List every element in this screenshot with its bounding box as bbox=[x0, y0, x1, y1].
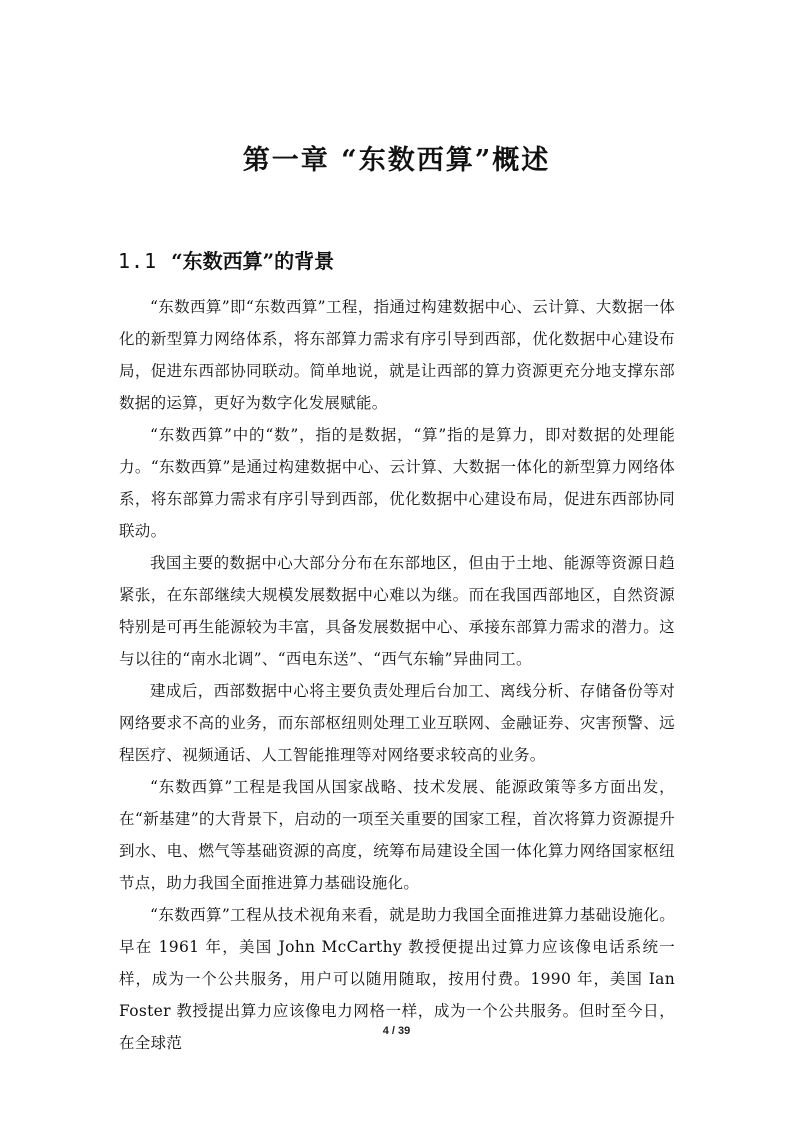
section-title-text: “东数西算”的背景 bbox=[171, 249, 335, 273]
paragraph: 建成后，西部数据中心将主要负责处理后台加工、离线分析、存储备份等对网络要求不高的业务，而东部枢纽则处理工业互联网、金融证券、灾害预警、远程医疗、视频通话、人工智能推理等对网络要求较高的业务。 bbox=[119, 682, 675, 764]
page-number: 4 / 39 bbox=[382, 1025, 411, 1037]
section-heading bbox=[118, 245, 334, 274]
body-text bbox=[119, 291, 675, 1059]
paragraph: “东数西算”工程是我国从国家战略、技术发展、能源政策等多方面出发，在“新基建”的大背景下，启动的一项至关重要的国家工程，首次将算力资源提升到水、电、燃气等基础资源的高度，统筹布局建设全国一体化算力网络国家枢纽节点，助力我国全面推进算力基础设施化。 bbox=[119, 778, 675, 892]
paragraph: “东数西算”中的“数”，指的是数据，“算”指的是算力，即对数据的处理能力。“东数西算”是通过构建数据中心、云计算、大数据一体化的新型算力网络体系，将东部算力需求有序引导到西部，优化数据中心建设布局，促进东西部协同联动。 bbox=[119, 426, 675, 540]
chapter-title: 第一章 “东数西算”概述 bbox=[242, 145, 551, 176]
paragraph: “东数西算”工程从技术视角来看，就是助力我国全面推进算力基础设施化。早在 1961 年，美国 John McCarthy 教授便提出过算力应该像电话系统一样，成为一个公共服务，用户可以随用随取，按用付费。1990 年，美国 Ian Foster 教授提出算力应该像电力网格一样，成为一个公共服务。但时至今日，在全球范 bbox=[119, 906, 675, 1052]
section-number: 1.1 bbox=[118, 249, 158, 273]
paragraph: 我国主要的数据中心大部分分布在东部地区，但由于土地、能源等资源日趋紧张，在东部继续大规模发展数据中心难以为继。而在我国西部地区，自然资源特别是可再生能源较为丰富，具备发展数据中心、承接东部算力需求的潜力。这与以往的“南水北调”、“西电东送”、“西气东输”异曲同工。 bbox=[119, 554, 675, 668]
paragraph: “东数西算”即“东数西算”工程，指通过构建数据中心、云计算、大数据一体化的新型算力网络体系，将东部算力需求有序引导到西部，优化数据中心建设布局，促进东西部协同联动。简单地说，就是让西部的算力资源更充分地支撑东部数据的运算，更好为数字化发展赋能。 bbox=[119, 298, 675, 412]
